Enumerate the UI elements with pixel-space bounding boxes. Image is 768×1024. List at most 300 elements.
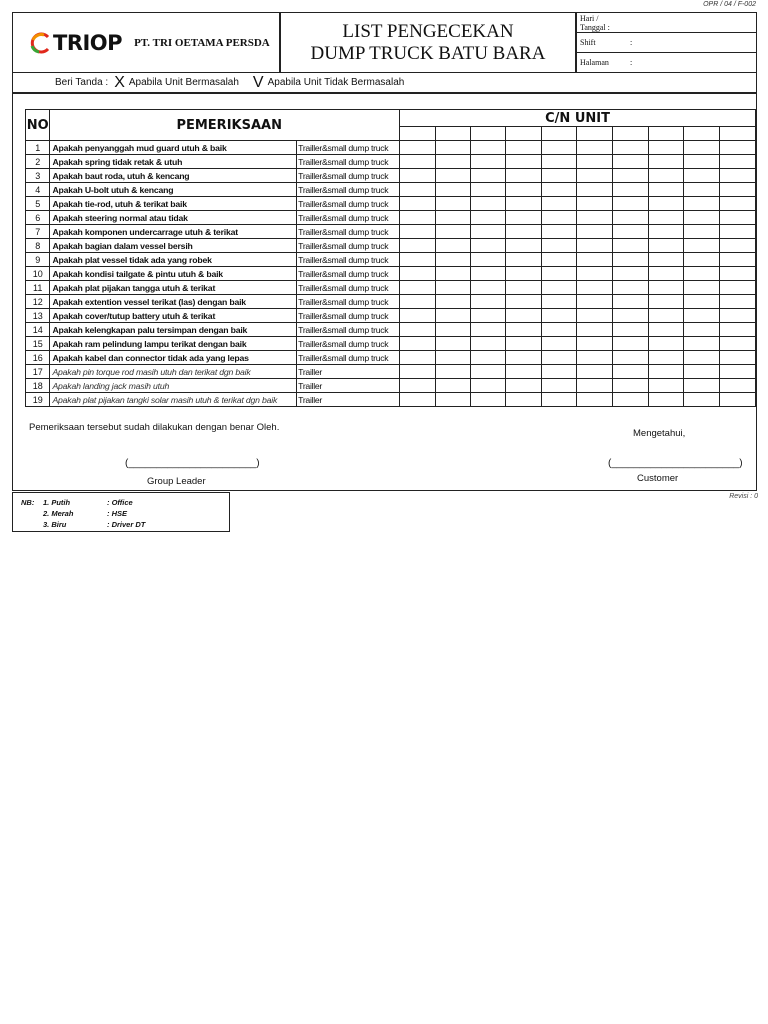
check-cell[interactable] <box>684 253 720 267</box>
check-cell[interactable] <box>400 295 436 309</box>
check-cell[interactable] <box>720 225 756 239</box>
logo-text: TRIOP <box>53 30 123 55</box>
check-item: Apakah kondisi tailgate & pintu utuh & baik <box>50 267 297 281</box>
check-cell[interactable] <box>541 239 577 253</box>
check-cell[interactable] <box>720 379 756 393</box>
check-cell[interactable] <box>613 183 649 197</box>
check-item: Apakah tie-rod, utuh & terikat baik <box>50 197 297 211</box>
check-cell[interactable] <box>684 323 720 337</box>
row-number: 15 <box>26 337 50 351</box>
signature-line-customer[interactable]: (_______________________) <box>608 458 743 469</box>
check-cell[interactable] <box>720 183 756 197</box>
check-cell[interactable] <box>541 365 577 379</box>
check-cell[interactable] <box>400 169 436 183</box>
check-item: Apakah landing jack masih utuh <box>50 379 297 393</box>
check-cell[interactable] <box>471 253 506 267</box>
check-cell[interactable] <box>400 197 436 211</box>
check-cell[interactable] <box>506 211 542 225</box>
unit-number-cell[interactable] <box>577 127 613 141</box>
check-cell[interactable] <box>471 225 506 239</box>
check-cell[interactable] <box>648 169 684 183</box>
check-cell[interactable] <box>471 281 506 295</box>
form-title <box>281 13 577 72</box>
check-item: Apakah plat vessel tidak ada yang robek <box>50 253 297 267</box>
check-cell[interactable] <box>541 393 577 407</box>
check-cell[interactable] <box>400 225 436 239</box>
check-cell[interactable] <box>471 141 506 155</box>
check-cell[interactable] <box>684 295 720 309</box>
check-cell[interactable] <box>720 141 756 155</box>
check-cell[interactable] <box>613 309 649 323</box>
check-cell[interactable] <box>648 295 684 309</box>
check-cell[interactable] <box>541 295 577 309</box>
row-number: 6 <box>26 211 50 225</box>
legend-prefix: Beri Tanda : <box>55 77 109 88</box>
col-unit-header: C/N UNIT <box>400 110 756 127</box>
triop-logo-icon <box>29 31 51 55</box>
check-cell[interactable] <box>684 183 720 197</box>
check-cell[interactable] <box>613 281 649 295</box>
check-cell[interactable] <box>577 309 613 323</box>
meta-date-row <box>577 13 756 33</box>
check-cell[interactable] <box>400 141 436 155</box>
check-cell[interactable] <box>720 295 756 309</box>
check-cell[interactable] <box>648 309 684 323</box>
check-cell[interactable] <box>506 365 542 379</box>
check-cell[interactable] <box>577 211 613 225</box>
check-cell[interactable] <box>648 379 684 393</box>
check-cell[interactable] <box>648 351 684 365</box>
meta-page-value: : <box>630 58 633 67</box>
meta-date-label: Hari / Tanggal : <box>580 13 610 32</box>
check-cell[interactable] <box>577 239 613 253</box>
table-row <box>26 141 756 155</box>
check-cell[interactable] <box>506 253 542 267</box>
check-cell[interactable] <box>435 211 471 225</box>
nb-color: 3. Biru <box>43 520 67 529</box>
check-cell[interactable] <box>648 281 684 295</box>
check-cell[interactable] <box>648 197 684 211</box>
check-cell[interactable] <box>613 393 649 407</box>
check-cell[interactable] <box>506 155 542 169</box>
check-item: Apakah baut roda, utuh & kencang <box>50 169 297 183</box>
table-row <box>26 295 756 309</box>
check-cell[interactable] <box>506 197 542 211</box>
check-cell[interactable] <box>435 323 471 337</box>
unit-type: Trailler&small dump truck <box>297 183 400 197</box>
check-cell[interactable] <box>577 267 613 281</box>
unit-number-cell[interactable] <box>720 127 756 141</box>
legend-x-text: Apabila Unit Bermasalah <box>128 77 239 88</box>
row-number: 9 <box>26 253 50 267</box>
check-cell[interactable] <box>613 351 649 365</box>
check-cell[interactable] <box>435 239 471 253</box>
check-cell[interactable] <box>400 253 436 267</box>
check-cell[interactable] <box>684 309 720 323</box>
row-number: 3 <box>26 169 50 183</box>
unit-type: Trailler&small dump truck <box>297 323 400 337</box>
row-number: 19 <box>26 393 50 407</box>
check-cell[interactable] <box>577 183 613 197</box>
check-cell[interactable] <box>506 239 542 253</box>
check-cell[interactable] <box>400 239 436 253</box>
check-cell[interactable] <box>506 379 542 393</box>
legend-x-mark: X <box>114 73 125 91</box>
row-number: 11 <box>26 281 50 295</box>
check-cell[interactable] <box>541 169 577 183</box>
title-line-2: DUMP TRUCK BATU BARA <box>310 43 546 64</box>
check-cell[interactable] <box>648 141 684 155</box>
check-cell[interactable] <box>506 183 542 197</box>
check-cell[interactable] <box>613 295 649 309</box>
check-item: Apakah steering normal atau tidak <box>50 211 297 225</box>
check-cell[interactable] <box>720 365 756 379</box>
check-cell[interactable] <box>720 211 756 225</box>
check-item: Apakah komponen undercarrage utuh & terikat <box>50 225 297 239</box>
check-cell[interactable] <box>684 337 720 351</box>
check-cell[interactable] <box>577 281 613 295</box>
row-number: 2 <box>26 155 50 169</box>
check-item: Apakah kelengkapan palu tersimpan dengan baik <box>50 323 297 337</box>
check-cell[interactable] <box>577 225 613 239</box>
check-cell[interactable] <box>648 239 684 253</box>
unit-number-cell[interactable] <box>541 127 577 141</box>
check-cell[interactable] <box>541 323 577 337</box>
check-cell[interactable] <box>648 155 684 169</box>
unit-number-cell[interactable] <box>506 127 542 141</box>
check-cell[interactable] <box>435 253 471 267</box>
check-cell[interactable] <box>684 225 720 239</box>
nb-label: NB: <box>21 498 35 507</box>
unit-type: Trailler <box>297 379 400 393</box>
legend-v-mark: V <box>252 73 264 91</box>
meta-page-row <box>577 53 756 72</box>
check-cell[interactable] <box>720 155 756 169</box>
check-cell[interactable] <box>648 211 684 225</box>
check-cell[interactable] <box>648 323 684 337</box>
check-cell[interactable] <box>435 337 471 351</box>
nb-color: 2. Merah <box>43 509 74 518</box>
check-item: Apakah ram pelindung lampu terikat dengan baik <box>50 337 297 351</box>
check-cell[interactable] <box>471 351 506 365</box>
check-cell[interactable] <box>541 197 577 211</box>
check-cell[interactable] <box>435 351 471 365</box>
unit-type: Trailler <box>297 393 400 407</box>
check-cell[interactable] <box>435 155 471 169</box>
unit-type: Trailler&small dump truck <box>297 281 400 295</box>
check-cell[interactable] <box>684 379 720 393</box>
check-cell[interactable] <box>435 141 471 155</box>
table-row <box>26 267 756 281</box>
row-number: 7 <box>26 225 50 239</box>
check-cell[interactable] <box>400 267 436 281</box>
check-cell[interactable] <box>720 239 756 253</box>
unit-type: Trailler&small dump truck <box>297 197 400 211</box>
legend-v-text: Apabila Unit Tidak Bermasalah <box>267 77 405 88</box>
nb-destination: : HSE <box>107 509 128 518</box>
table-row <box>26 211 756 225</box>
check-cell[interactable] <box>471 239 506 253</box>
unit-number-cell[interactable] <box>400 127 436 141</box>
title-line-1: LIST PENGECEKAN <box>342 21 514 42</box>
check-cell[interactable] <box>506 169 542 183</box>
check-cell[interactable] <box>613 323 649 337</box>
check-cell[interactable] <box>613 141 649 155</box>
check-cell[interactable] <box>648 267 684 281</box>
check-cell[interactable] <box>577 393 613 407</box>
nb-destination: : Driver DT <box>107 520 146 529</box>
check-cell[interactable] <box>541 281 577 295</box>
check-cell[interactable] <box>471 365 506 379</box>
check-cell[interactable] <box>435 197 471 211</box>
nb-color: 1. Putih <box>43 498 71 507</box>
check-cell[interactable] <box>720 393 756 407</box>
check-cell[interactable] <box>471 211 506 225</box>
check-cell[interactable] <box>613 197 649 211</box>
check-cell[interactable] <box>541 379 577 393</box>
row-number: 16 <box>26 351 50 365</box>
check-cell[interactable] <box>720 323 756 337</box>
check-cell[interactable] <box>541 225 577 239</box>
check-item: Apakah bagian dalam vessel bersih <box>50 239 297 253</box>
check-cell[interactable] <box>506 337 542 351</box>
check-cell[interactable] <box>648 183 684 197</box>
check-cell[interactable] <box>648 393 684 407</box>
check-cell[interactable] <box>648 253 684 267</box>
check-item: Apakah extention vessel terikat (las) dengan baik <box>50 295 297 309</box>
check-cell[interactable] <box>435 379 471 393</box>
check-cell[interactable] <box>400 281 436 295</box>
check-cell[interactable] <box>506 267 542 281</box>
check-cell[interactable] <box>400 365 436 379</box>
table-row <box>26 365 756 379</box>
check-cell[interactable] <box>613 239 649 253</box>
check-cell[interactable] <box>471 197 506 211</box>
unit-number-cell[interactable] <box>648 127 684 141</box>
row-number: 1 <box>26 141 50 155</box>
nb-destination: : Office <box>107 498 133 507</box>
table-row <box>26 183 756 197</box>
check-cell[interactable] <box>577 169 613 183</box>
check-cell[interactable] <box>435 267 471 281</box>
check-cell[interactable] <box>541 141 577 155</box>
check-cell[interactable] <box>471 393 506 407</box>
check-cell[interactable] <box>400 393 436 407</box>
signature-line-group-leader[interactable]: (_______________________) <box>125 458 260 469</box>
check-cell[interactable] <box>471 155 506 169</box>
check-cell[interactable] <box>648 225 684 239</box>
check-cell[interactable] <box>720 169 756 183</box>
check-cell[interactable] <box>577 337 613 351</box>
acknowledged-label: Mengetahui, <box>633 428 686 439</box>
check-cell[interactable] <box>541 309 577 323</box>
check-cell[interactable] <box>613 267 649 281</box>
revision-label: Revisi : 0 <box>729 493 758 500</box>
check-cell[interactable] <box>506 351 542 365</box>
unit-type: Trailler&small dump truck <box>297 225 400 239</box>
unit-number-cell[interactable] <box>435 127 471 141</box>
check-cell[interactable] <box>435 225 471 239</box>
row-number: 5 <box>26 197 50 211</box>
meta-page-label: Halaman <box>580 58 609 67</box>
check-cell[interactable] <box>577 323 613 337</box>
check-cell[interactable] <box>400 337 436 351</box>
check-cell[interactable] <box>506 309 542 323</box>
check-cell[interactable] <box>613 253 649 267</box>
row-number: 14 <box>26 323 50 337</box>
row-number: 8 <box>26 239 50 253</box>
check-cell[interactable] <box>648 365 684 379</box>
check-cell[interactable] <box>400 183 436 197</box>
check-cell[interactable] <box>435 295 471 309</box>
check-cell[interactable] <box>541 253 577 267</box>
meta-shift-value: : <box>630 38 633 47</box>
check-cell[interactable] <box>613 379 649 393</box>
meta-shift-row <box>577 33 756 53</box>
table-row <box>26 337 756 351</box>
row-number: 4 <box>26 183 50 197</box>
copy-distribution-note <box>12 492 230 532</box>
check-cell[interactable] <box>684 197 720 211</box>
company-name: PT. TRI OETAMA PERSDA <box>134 36 270 49</box>
check-cell[interactable] <box>577 351 613 365</box>
check-item: Apakah penyanggah mud guard utuh & baik <box>50 141 297 155</box>
check-cell[interactable] <box>506 295 542 309</box>
check-cell[interactable] <box>684 351 720 365</box>
check-cell[interactable] <box>648 337 684 351</box>
check-cell[interactable] <box>684 281 720 295</box>
row-number: 10 <box>26 267 50 281</box>
check-cell[interactable] <box>613 365 649 379</box>
check-cell[interactable] <box>720 309 756 323</box>
unit-number-cell[interactable] <box>471 127 506 141</box>
check-cell[interactable] <box>720 337 756 351</box>
check-cell[interactable] <box>400 211 436 225</box>
check-cell[interactable] <box>577 155 613 169</box>
check-cell[interactable] <box>471 295 506 309</box>
check-cell[interactable] <box>613 211 649 225</box>
verification-statement: Pemeriksaan tersebut sudah dilakukan dengan benar Oleh. <box>29 422 280 433</box>
check-cell[interactable] <box>720 281 756 295</box>
check-cell[interactable] <box>684 211 720 225</box>
check-cell[interactable] <box>400 309 436 323</box>
table-row <box>26 281 756 295</box>
unit-type: Trailler&small dump truck <box>297 267 400 281</box>
meta-shift-label: Shift <box>580 38 596 47</box>
check-cell[interactable] <box>613 225 649 239</box>
check-cell[interactable] <box>577 379 613 393</box>
check-cell[interactable] <box>577 141 613 155</box>
unit-type: Trailler&small dump truck <box>297 295 400 309</box>
check-cell[interactable] <box>435 281 471 295</box>
check-cell[interactable] <box>471 323 506 337</box>
check-cell[interactable] <box>577 253 613 267</box>
check-cell[interactable] <box>471 183 506 197</box>
check-cell[interactable] <box>400 379 436 393</box>
table-row <box>26 351 756 365</box>
checklist-rows <box>26 141 756 407</box>
row-number: 17 <box>26 365 50 379</box>
check-cell[interactable] <box>684 155 720 169</box>
check-cell[interactable] <box>684 239 720 253</box>
table-row <box>26 379 756 393</box>
check-cell[interactable] <box>435 393 471 407</box>
check-cell[interactable] <box>541 351 577 365</box>
check-cell[interactable] <box>435 169 471 183</box>
table-row <box>26 169 756 183</box>
marking-legend <box>12 73 757 93</box>
unit-number-cell[interactable] <box>613 127 649 141</box>
check-cell[interactable] <box>613 155 649 169</box>
row-number: 13 <box>26 309 50 323</box>
check-cell[interactable] <box>506 225 542 239</box>
check-cell[interactable] <box>684 365 720 379</box>
check-cell[interactable] <box>541 155 577 169</box>
check-cell[interactable] <box>541 211 577 225</box>
check-cell[interactable] <box>577 365 613 379</box>
check-cell[interactable] <box>471 379 506 393</box>
check-cell[interactable] <box>720 351 756 365</box>
check-item: Apakah U-bolt utuh & kencang <box>50 183 297 197</box>
check-item: Apakah plat pijakan tangki solar masih utuh & terikat dgn baik <box>50 393 297 407</box>
unit-type: Trailler&small dump truck <box>297 141 400 155</box>
check-cell[interactable] <box>577 295 613 309</box>
check-cell[interactable] <box>506 393 542 407</box>
check-cell[interactable] <box>471 337 506 351</box>
check-cell[interactable] <box>506 141 542 155</box>
check-cell[interactable] <box>541 183 577 197</box>
check-cell[interactable] <box>435 309 471 323</box>
check-cell[interactable] <box>435 365 471 379</box>
check-cell[interactable] <box>720 267 756 281</box>
check-cell[interactable] <box>471 309 506 323</box>
check-cell[interactable] <box>471 267 506 281</box>
check-cell[interactable] <box>400 323 436 337</box>
check-item: Apakah kabel dan connector tidak ada yang lepas <box>50 351 297 365</box>
check-cell[interactable] <box>577 197 613 211</box>
check-cell[interactable] <box>684 141 720 155</box>
row-number: 12 <box>26 295 50 309</box>
check-cell[interactable] <box>613 337 649 351</box>
check-cell[interactable] <box>684 393 720 407</box>
check-cell[interactable] <box>613 169 649 183</box>
table-row <box>26 253 756 267</box>
unit-type: Trailler <box>297 365 400 379</box>
check-cell[interactable] <box>400 155 436 169</box>
check-cell[interactable] <box>720 197 756 211</box>
checklist-section <box>12 93 757 491</box>
check-cell[interactable] <box>506 281 542 295</box>
col-no-header: NO <box>26 110 50 141</box>
check-cell[interactable] <box>506 323 542 337</box>
check-cell[interactable] <box>541 267 577 281</box>
check-cell[interactable] <box>400 351 436 365</box>
table-row <box>26 225 756 239</box>
check-cell[interactable] <box>541 337 577 351</box>
col-check-header: PEMERIKSAAN <box>50 110 400 141</box>
unit-number-cell[interactable] <box>684 127 720 141</box>
check-cell[interactable] <box>684 267 720 281</box>
check-cell[interactable] <box>684 169 720 183</box>
document-code: OPR / 04 / F-002 <box>703 1 756 8</box>
check-cell[interactable] <box>435 183 471 197</box>
meta-fields <box>577 13 756 72</box>
group-leader-label: Group Leader <box>147 476 206 487</box>
check-cell[interactable] <box>720 253 756 267</box>
form-header <box>12 12 757 73</box>
unit-type: Trailler&small dump truck <box>297 169 400 183</box>
check-cell[interactable] <box>471 169 506 183</box>
